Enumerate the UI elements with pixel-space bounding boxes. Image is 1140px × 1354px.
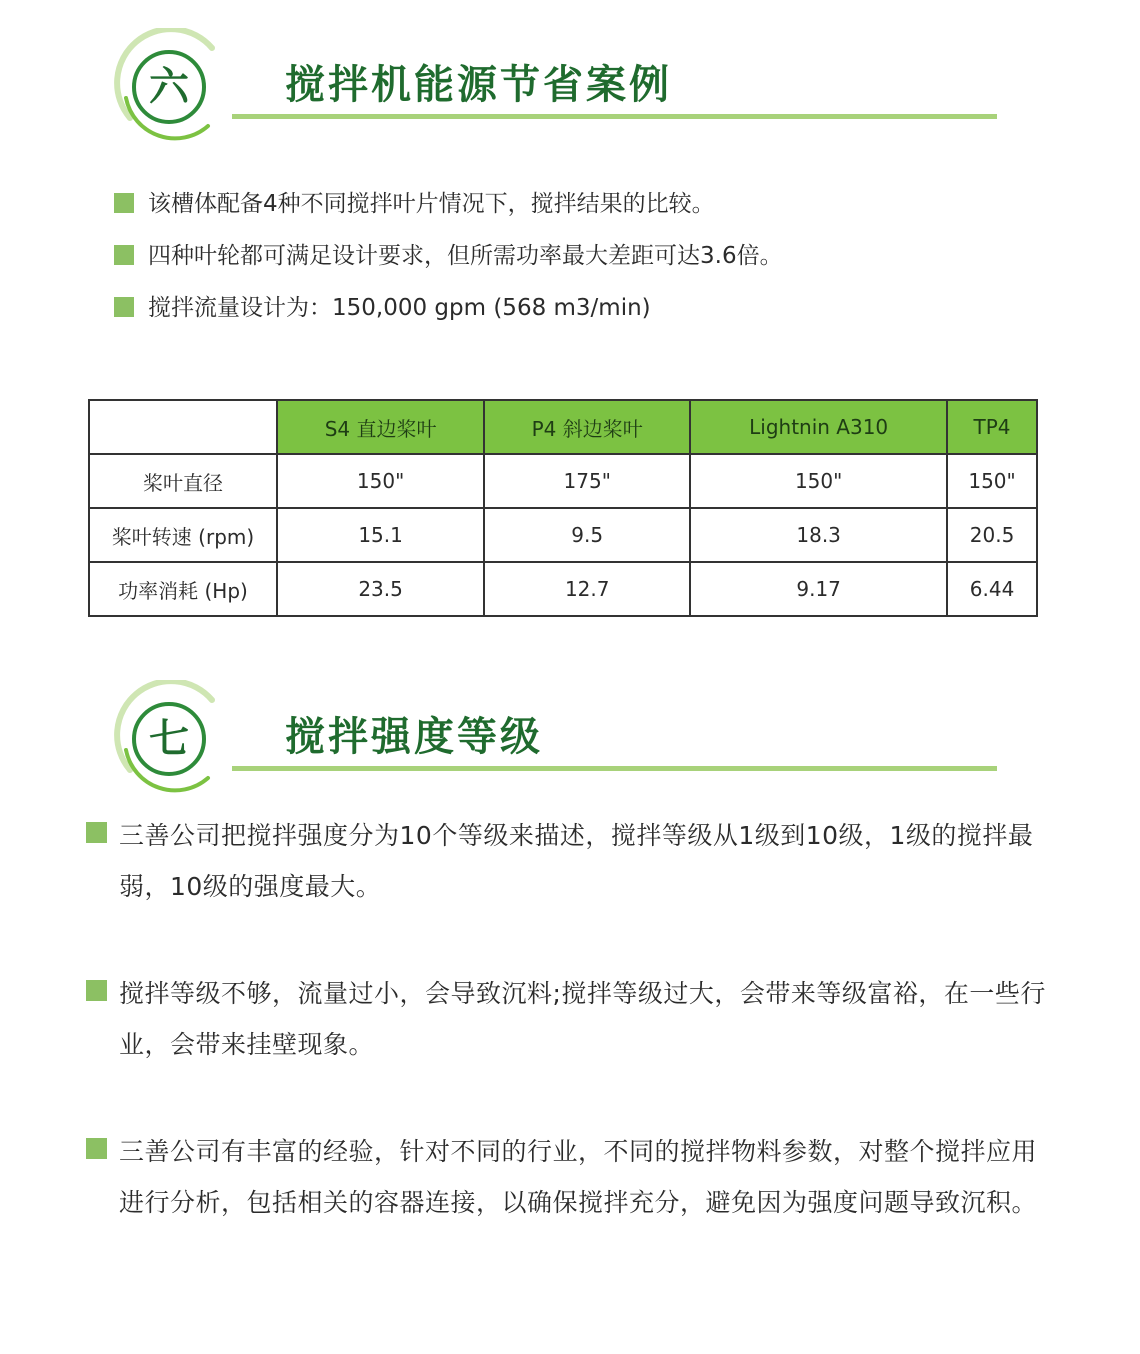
bullet-square-icon xyxy=(114,297,134,317)
table-cell: 23.5 xyxy=(277,562,484,616)
row-label: 桨叶直径 xyxy=(89,454,277,508)
table-row xyxy=(89,454,1037,508)
column-header: Lightnin A310 xyxy=(690,400,947,454)
comparison-bullets xyxy=(114,184,1014,340)
bullet-square-icon xyxy=(86,980,107,1001)
bullet-text: 四种叶轮都可满足设计要求，但所需功率最大差距可达3.6倍。 xyxy=(148,243,783,269)
paragraph-text: 三善公司把搅拌强度分为10个等级来描述，搅拌等级从1级到10级，1级的搅拌最弱，10级的强度最大。 xyxy=(119,821,1034,901)
section-7-heading xyxy=(112,680,1012,800)
table-header-row xyxy=(89,400,1037,454)
column-header: P4 斜边桨叶 xyxy=(484,400,690,454)
section-6-heading xyxy=(112,28,1012,148)
column-header: TP4 xyxy=(947,400,1037,454)
table-corner-cell xyxy=(89,400,277,454)
row-label: 功率消耗 (Hp) xyxy=(89,562,277,616)
impeller-comparison-table xyxy=(88,399,1038,617)
table-cell: 18.3 xyxy=(690,508,947,562)
paragraph-item xyxy=(86,1126,1056,1228)
bullet-square-icon xyxy=(86,822,107,843)
table-cell: 150" xyxy=(947,454,1037,508)
bullet-square-icon xyxy=(86,1138,107,1159)
paragraph-text: 搅拌等级不够，流量过小，会导致沉料;搅拌等级过大，会带来等级富裕，在一些行业，会带来挂壁现象。 xyxy=(119,979,1046,1059)
table-cell: 6.44 xyxy=(947,562,1037,616)
section-7-badge xyxy=(112,680,232,800)
table-cell: 9.17 xyxy=(690,562,947,616)
table-row xyxy=(89,508,1037,562)
bullet-text: 搅拌流量设计为：150,000 gpm (568 m3/min) xyxy=(148,295,651,321)
table-cell: 9.5 xyxy=(484,508,690,562)
bullet-item xyxy=(114,288,1014,340)
paragraph-item xyxy=(86,968,1056,1070)
table-cell: 150" xyxy=(690,454,947,508)
section-6-number: 六 xyxy=(149,64,189,110)
bullet-item xyxy=(114,236,1014,288)
table-cell: 150" xyxy=(277,454,484,508)
table-cell: 175" xyxy=(484,454,690,508)
table-cell: 20.5 xyxy=(947,508,1037,562)
column-header: S4 直边桨叶 xyxy=(277,400,484,454)
table-row xyxy=(89,562,1037,616)
title-divider xyxy=(232,766,997,771)
section-6-title: 搅拌机能源节省案例 xyxy=(285,62,672,108)
table-cell: 12.7 xyxy=(484,562,690,616)
section-7-number: 七 xyxy=(149,716,189,762)
title-divider xyxy=(232,114,997,119)
section-6-badge xyxy=(112,28,232,148)
paragraph-item xyxy=(86,810,1056,912)
intensity-paragraphs xyxy=(86,810,1056,1284)
bullet-square-icon xyxy=(114,193,134,213)
bullet-square-icon xyxy=(114,245,134,265)
row-label: 桨叶转速 (rpm) xyxy=(89,508,277,562)
table-cell: 15.1 xyxy=(277,508,484,562)
bullet-text: 该槽体配备4种不同搅拌叶片情况下，搅拌结果的比较。 xyxy=(148,191,715,217)
bullet-item xyxy=(114,184,1014,236)
section-7-title: 搅拌强度等级 xyxy=(285,714,543,760)
paragraph-text: 三善公司有丰富的经验，针对不同的行业，不同的搅拌物料参数，对整个搅拌应用进行分析，包括相关的容器连接，以确保搅拌充分，避免因为强度问题导致沉积。 xyxy=(119,1137,1038,1217)
